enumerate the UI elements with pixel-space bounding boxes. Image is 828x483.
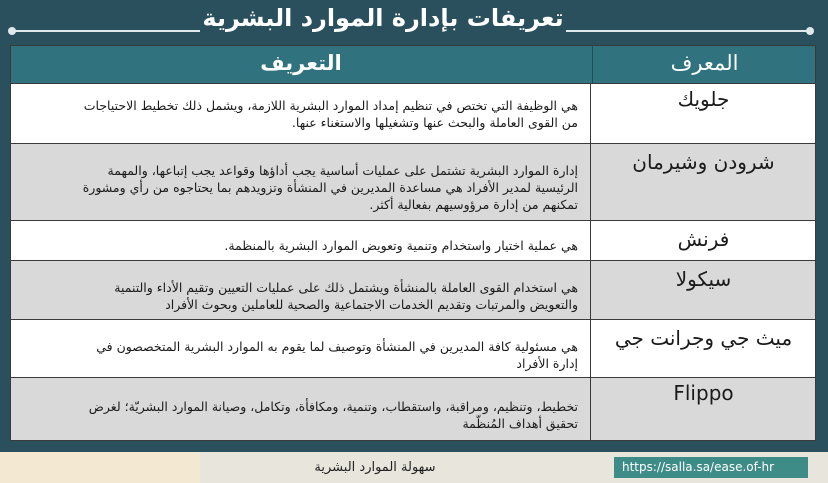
term-cell bbox=[592, 261, 815, 319]
term-label: جلويك bbox=[677, 87, 730, 111]
term-cell bbox=[592, 320, 815, 377]
footer-decoration bbox=[0, 452, 200, 483]
definition-line: إدارة الأفراد bbox=[516, 356, 578, 371]
table-row bbox=[11, 220, 815, 260]
definition-cell bbox=[11, 221, 591, 260]
term-cell bbox=[592, 378, 815, 440]
table-row bbox=[11, 143, 815, 220]
term-label: ميث جي وجرانت جي bbox=[614, 326, 793, 350]
definition-line: من القوى العاملة والبحث عنها وتشغيلها والاستغناء عنها. bbox=[291, 115, 578, 130]
title-dot-left bbox=[8, 27, 16, 35]
term-label: شرودن وشيرمان bbox=[632, 150, 775, 174]
definition-line: هي مسئولية كافة المديرين في المنشأة وتوصيف لما يقوم به الموارد البشرية المتخصصون في bbox=[96, 339, 578, 354]
definition-cell bbox=[11, 261, 591, 319]
definitions-table bbox=[10, 45, 816, 441]
footer-brand: سهولة الموارد البشرية bbox=[314, 460, 436, 475]
definition-line: تمكنهم من إدارة مرؤوسيهم بفعالية أكثر. bbox=[369, 197, 578, 212]
title-bar bbox=[0, 0, 828, 44]
definition-cell bbox=[11, 378, 591, 440]
definition-line: تحقيق أهداف المُنظّمة bbox=[462, 416, 578, 431]
term-cell bbox=[592, 84, 815, 143]
definition-line: إدارة الموارد البشرية تشتمل على عمليات أساسية يجب أداؤها وقواعد يجب إتباعها، والمهمة bbox=[107, 163, 578, 178]
definition-line: تخطيط، وتنظيم، ومراقبة، واستقطاب، وتنمية، ومكافأة، وتكامل، وصيانة الموارد البشريّة؛ لغرض bbox=[88, 399, 578, 414]
term-cell bbox=[592, 144, 815, 220]
term-label: فرنش bbox=[677, 227, 730, 251]
header-term: المعرف bbox=[592, 46, 816, 83]
definition-line: هي الوظيفة التي تختص في تنظيم إمداد الموارد البشرية اللازمة، ويشمل ذلك تخطيط الاحتياجات bbox=[83, 98, 578, 113]
page-title: تعريفات بإدارة الموارد البشرية bbox=[202, 4, 564, 32]
table-row bbox=[11, 83, 815, 143]
term-label: Flippo bbox=[673, 381, 734, 405]
definition-line: الرئيسية لمدير الأفراد هي مساعدة المديرين في المنشأة وتزويدهم بما يحتاجوه من رأي ومشورة bbox=[82, 180, 578, 195]
table-row bbox=[11, 260, 815, 319]
definition-line: هي استخدام القوى العاملة بالمنشأة ويشتمل ذلك على عمليات التعيين وتقيم الأداء والتنمية bbox=[114, 280, 578, 295]
definition-cell bbox=[11, 320, 591, 377]
term-label: سيكولا bbox=[675, 267, 732, 291]
title-divider-left bbox=[12, 30, 200, 32]
title-divider-right bbox=[566, 30, 810, 32]
table-row bbox=[11, 319, 815, 377]
definition-cell bbox=[11, 84, 591, 143]
title-dot-right bbox=[806, 27, 814, 35]
definition-cell bbox=[11, 144, 591, 220]
table-row bbox=[11, 377, 815, 440]
table-header bbox=[11, 46, 815, 83]
header-definition: التعريف bbox=[260, 51, 342, 75]
footer-url-link[interactable]: https://salla.sa/ease.of-hr bbox=[614, 457, 808, 478]
term-cell bbox=[592, 221, 815, 260]
definition-line: والتعويض والمرتبات وتقديم الخدمات الاجتماعية والصحية للعاملين وبحوث الأفراد bbox=[165, 297, 578, 312]
definition-line: هي عملية اختيار واستخدام وتنمية وتعويض الموارد البشرية بالمنظمة. bbox=[224, 238, 578, 253]
